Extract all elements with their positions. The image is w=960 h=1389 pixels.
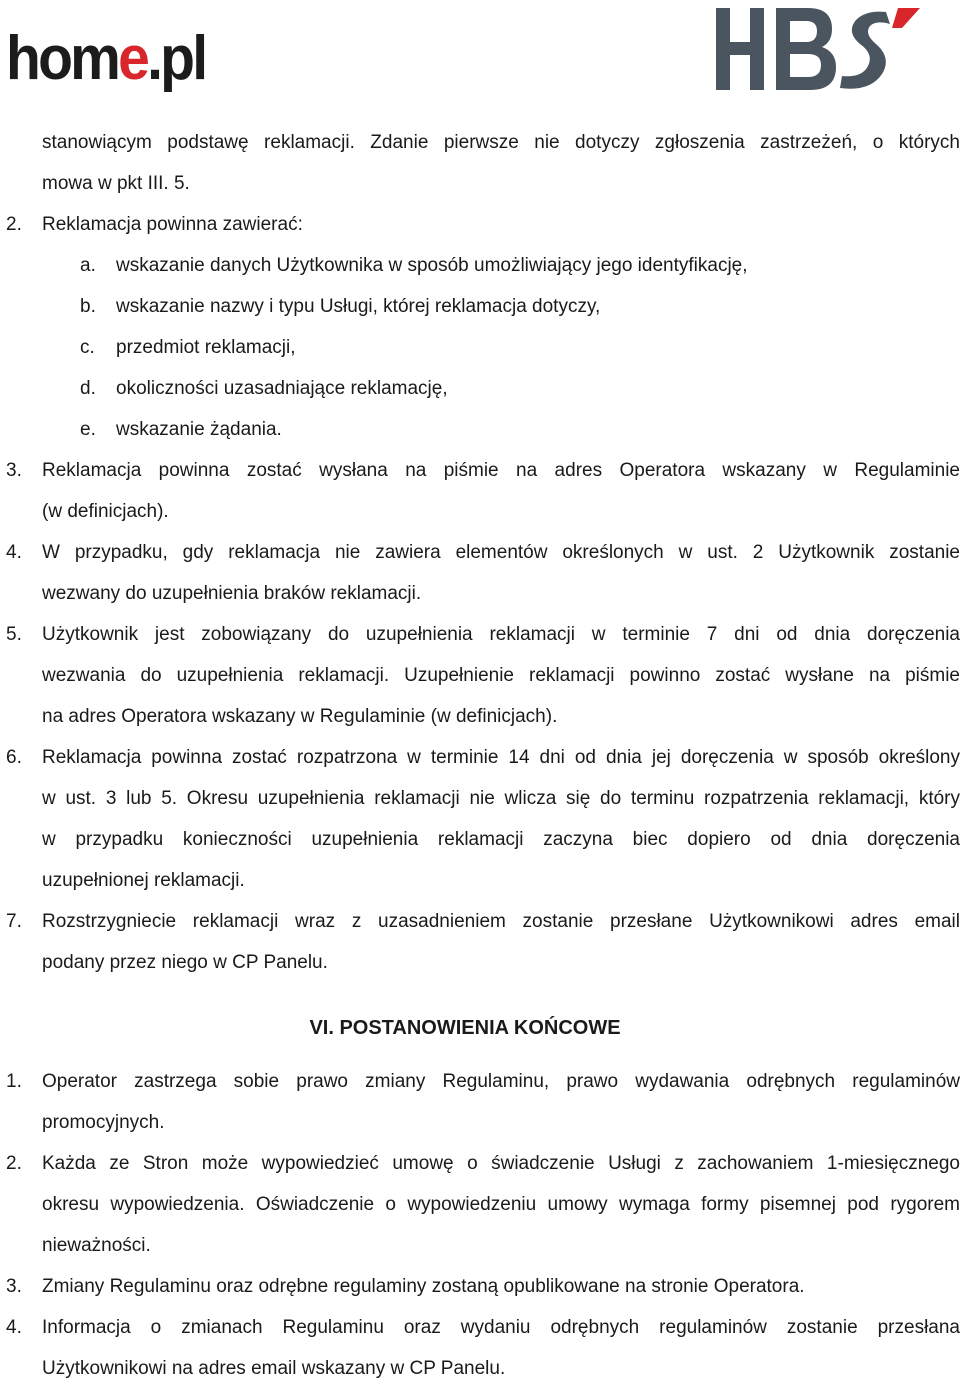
home-pl-logo: home.pl <box>6 24 206 93</box>
paragraph-line: na adres Operatora wskazany w Regulaminie (w definicjach). <box>42 706 558 727</box>
list-number: 4. <box>6 542 22 563</box>
paragraph-line: nieważności. <box>42 1235 151 1256</box>
list-number: 2. <box>6 214 22 235</box>
list-number: 5. <box>6 624 22 645</box>
paragraph-line: W przypadku, gdy reklamacja nie zawiera elementów określonych w ust. 2 Użytkownik zostanie <box>42 542 960 563</box>
list-number: 6. <box>6 747 22 768</box>
sublist-item: wskazanie żądania. <box>116 419 282 440</box>
sublist-item: przedmiot reklamacji, <box>116 337 296 358</box>
paragraph-line: Reklamacja powinna zostać rozpatrzona w terminie 14 dni od dnia jej doręczenia w sposób określony <box>42 747 960 768</box>
sublist-letter: c. <box>80 337 95 358</box>
paragraph-line: Każda ze Stron może wypowiedzieć umowę o świadczenie Usługi z zachowaniem 1-miesięcznego <box>42 1153 960 1174</box>
paragraph-line: wezwania do uzupełnienia reklamacji. Uzupełnienie reklamacji powinno zostać wysłane na piśmie <box>42 665 960 686</box>
paragraph-line: stanowiącym podstawę reklamacji. Zdanie pierwsze nie dotyczy zgłoszenia zastrzeżeń, o których <box>42 132 960 153</box>
paragraph-line: mowa w pkt III. 5. <box>42 173 190 194</box>
paragraph-line: w przypadku konieczności uzupełnienia reklamacji zaczyna biec dopiero od dnia doręczenia <box>42 829 960 850</box>
list-number: 2. <box>6 1153 22 1174</box>
sublist-letter: e. <box>80 419 96 440</box>
paragraph-line: Operator zastrzega sobie prawo zmiany Regulaminu, prawo wydawania odrębnych regulaminów <box>42 1071 960 1092</box>
sublist-letter: d. <box>80 378 96 399</box>
sublist-item: okoliczności uzasadniające reklamację, <box>116 378 448 399</box>
section-heading: VI. POSTANOWIENIA KOŃCOWE <box>309 1017 621 1039</box>
paragraph-line: Informacja o zmianach Regulaminu oraz wydaniu odrębnych regulaminów zostanie przesłana <box>42 1317 960 1338</box>
list-number: 1. <box>6 1071 22 1092</box>
sublist-item: wskazanie danych Użytkownika w sposób umożliwiający jego identyfikację, <box>116 255 748 276</box>
list-number: 7. <box>6 911 22 932</box>
paragraph-line: w ust. 3 lub 5. Okresu uzupełnienia reklamacji nie wlicza się do terminu rozpatrzenia reklamacji, który <box>42 788 960 809</box>
sublist-letter: b. <box>80 296 96 317</box>
paragraph-line: uzupełnionej reklamacji. <box>42 870 245 891</box>
paragraph-line: Użytkownik jest zobowiązany do uzupełnienia reklamacji w terminie 7 dni od dnia doręczenia <box>42 624 960 645</box>
paragraph-line: Reklamacja powinna zawierać: <box>42 214 303 235</box>
paragraph-line: okresu wypowiedzenia. Oświadczenie o wypowiedzeniu umowy wymaga formy pisemnej pod rygorem <box>42 1194 960 1215</box>
paragraph-line: (w definicjach). <box>42 501 169 522</box>
paragraph-line: Rozstrzygniecie reklamacji wraz z uzasadnieniem zostanie przesłane Użytkownikowi adres email <box>42 911 960 932</box>
list-number: 4. <box>6 1317 22 1338</box>
hbs-logo <box>716 4 920 90</box>
list-number: 3. <box>6 1276 22 1297</box>
list-number: 3. <box>6 460 22 481</box>
paragraph-line: Reklamacja powinna zostać wysłana na piśmie na adres Operatora wskazany w Regulaminie <box>42 460 960 481</box>
paragraph-line: Zmiany Regulaminu oraz odrębne regulaminy zostaną opublikowane na stronie Operatora. <box>42 1276 805 1297</box>
page-header <box>0 0 960 100</box>
sublist-item: wskazanie nazwy i typu Usługi, której reklamacja dotyczy, <box>116 296 601 317</box>
paragraph-line: Użytkownikowi na adres email wskazany w CP Panelu. <box>42 1358 506 1379</box>
paragraph-line: wezwany do uzupełnienia braków reklamacji. <box>42 583 422 604</box>
sublist-letter: a. <box>80 255 96 276</box>
paragraph-line: promocyjnych. <box>42 1112 165 1133</box>
paragraph-line: podany przez niego w CP Panelu. <box>42 952 328 973</box>
